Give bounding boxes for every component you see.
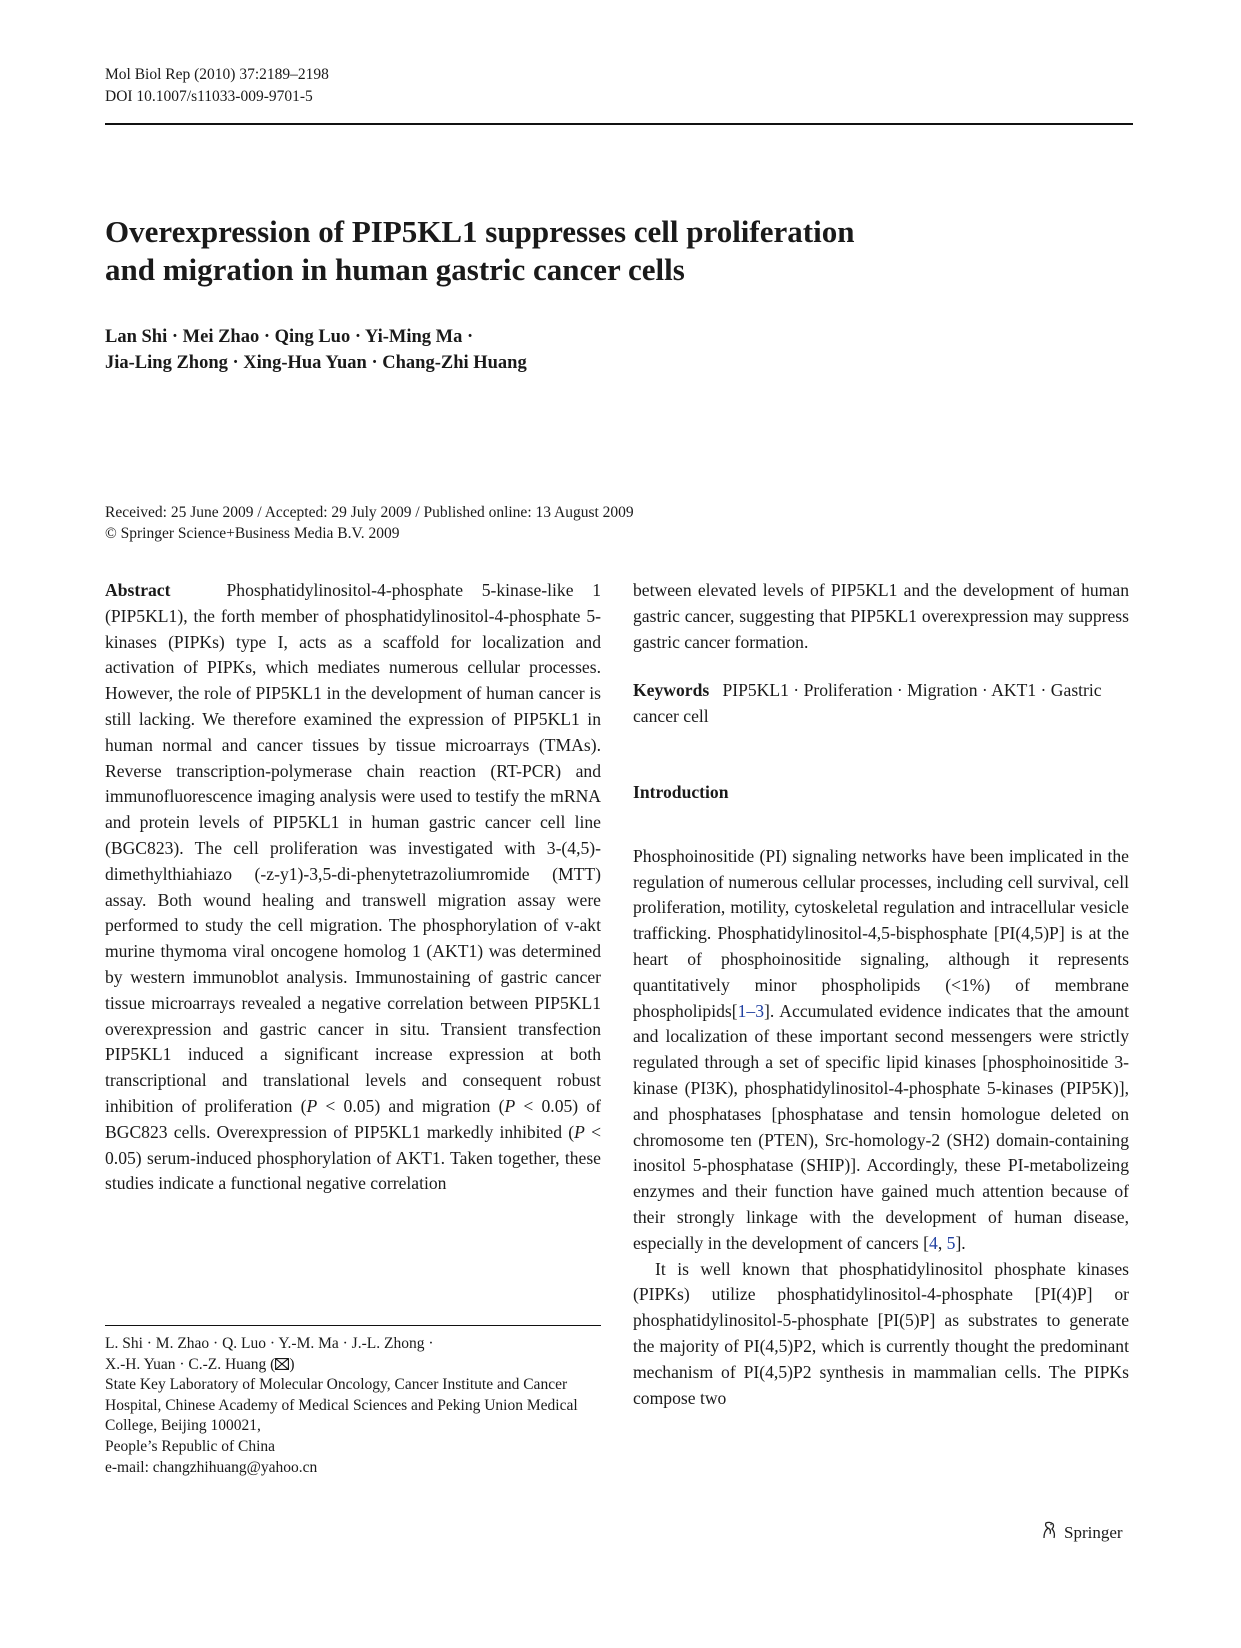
springer-horse-icon	[1040, 1520, 1058, 1545]
footnote-country: People’s Republic of China	[105, 1437, 276, 1455]
footnote-authors-2: X.-H. Yuan · C.-Z. Huang ( )	[105, 1355, 295, 1373]
right-column	[633, 578, 1129, 1411]
abstract-text-2: < 0.05) and migration (	[317, 1095, 505, 1116]
p-symbol: P	[504, 1095, 516, 1116]
introduction-paragraph-2: It is well known that phosphatidylinositol phosphate kinases (PIPKs) utilize phosphatidylinositol-4-phosphate [PI(4)P] or phosphatidylinositol-5-phosphate [PI(5)P] as substrates to generate the majority of PI(4,5)P2, which is currently thought the predominant mechanism of PI(4,5)P2 synthesis in mammalian cells. The PIPKs compose two	[633, 1258, 1129, 1408]
article-title	[105, 213, 1005, 289]
p-symbol: P	[574, 1121, 585, 1142]
authors-line-1: Lan Shi · Mei Zhao · Qing Luo · Yi-Ming Ma ·	[105, 327, 474, 347]
keywords-text: PIP5KL1 · Proliferation · Migration · AKT1 · Gastric cancer cell	[633, 680, 1102, 727]
author-footnote	[105, 1334, 601, 1478]
footnote-affiliation: State Key Laboratory of Molecular Oncology, Cancer Institute and Cancer Hospital, Chinese Academy of Medical Sciences and Peking Union Medical College, Beijing 100021,	[105, 1376, 578, 1435]
abstract-text-1: Phosphatidylinositol-4-phosphate 5-kinase-like 1 (PIP5KL1), the forth member of phosphatidylinositol-4-phosphate 5-kinases (PIPKs) type I, acts as a scaffold for localization and activation of PIPKs, which mediates numerous cellular processes. However, the role of PIP5KL1 in the development of human cancer is still lacking. We therefore examined the expression of PIP5KL1 in human normal and cancer tissues by tissue microarrays (TMAs). Reverse transcription-polymerase chain reaction (RT-PCR) and immunofluorescence imaging analysis were used to testify the mRNA and protein levels of PIP5KL1 in human gastric cancer cell line (BGC823). The cell proliferation was investigated with 3-(4,5)-dimethylthiahiazo (-z-y1)-3,5-di-phenytetrazoliumromide (MTT) assay. Both wound healing and transwell migration assay were performed to study the cell migration. The phosphorylation of v-akt murine thymoma viral oncogene homolog 1 (AKT1) was determined by western immunoblot analysis. Immunostaining of gastric cancer tissue microarrays revealed a negative correlation between PIP5KL1 overexpression and gastric cancer in situ. Transient transfection PIP5KL1 induced a significant increase expression at both transcriptional and translational levels and consequent robust inhibition of proliferation (	[105, 580, 602, 1116]
envelope-icon[interactable]	[275, 1356, 289, 1373]
left-column	[105, 578, 601, 1197]
keywords-paragraph	[633, 678, 1129, 730]
abstract-text-3: < 0.05) of BGC823 cells. Overexpression of PIP5KL1 markedly inhibited (	[105, 1095, 601, 1142]
introduction-paragraph-1: Phosphoinositide (PI) signaling networks have been implicated in the regulation of numerous cellular processes, including cell survival, cell proliferation, motility, cytoskeletal regulation and intracellular vesicle trafficking. Phosphatidylinositol-4,5-bisphosphate [PI(4,5)P] is at the heart of phosphoinositide signaling, although it represents quantitatively minor phospholipids (<1%) of membrane phospholipids[1–3]. Accumulated evidence indicates that the amount and localization of these important second messengers were strictly regulated through a set of specific lipid kinases [phosphoinositide 3-kinase (PI3K), phosphatidylinositol-4-phosphate 5-kinases (PIP5K)], and phosphatases [phosphatase and tensin homologue deleted on chromosome ten (PTEN), Src-homology-2 (SH2) domain-containing inositol 5-phosphatase (SHIP)]. Accordingly, these PI-metabolizeing enzymes and their function have gained much attention because of their strongly linkage with the development of human disease, especially in the development of cancers [4, 5].	[633, 845, 1129, 1253]
footnote-email[interactable]: e-mail: changzhihuang@yahoo.cn	[105, 1458, 318, 1476]
citation-link[interactable]: 4	[929, 1232, 938, 1253]
title-line-2: and migration in human gastric cancer cells	[105, 252, 685, 287]
footnote-authors-1: L. Shi · M. Zhao · Q. Luo · Y.-M. Ma · J.-L. Zhong ·	[105, 1335, 434, 1352]
keywords-label: Keywords	[633, 680, 710, 701]
journal-line: Mol Biol Rep (2010) 37:2189–2198	[105, 66, 329, 83]
copyright-line: © Springer Science+Business Media B.V. 2009	[105, 525, 400, 542]
title-line-1: Overexpression of PIP5KL1 suppresses cell proliferation	[105, 214, 855, 249]
abstract-text-4: < 0.05) serum-induced phosphorylation of AKT1. Taken together, these studies indicate a functional negative correlation	[105, 1121, 601, 1194]
authors-line-2: Jia-Ling Zhong · Xing-Hua Yuan · Chang-Zhi Huang	[105, 353, 527, 373]
publisher-name: Springer	[1064, 1522, 1123, 1542]
publisher-logo	[1040, 1520, 1123, 1545]
introduction-heading: Introduction	[633, 781, 729, 802]
history-line: Received: 25 June 2009 / Accepted: 29 July 2009 / Published online: 13 August 2009	[105, 504, 634, 521]
journal-citation	[105, 64, 329, 108]
publication-history	[105, 502, 1005, 544]
citation-link[interactable]: 5	[946, 1232, 956, 1253]
abstract-label: Abstract	[105, 580, 171, 600]
citation-link[interactable]: 1–3	[737, 1000, 764, 1021]
header-rule	[105, 123, 1133, 125]
doi-line[interactable]: DOI 10.1007/s11033-009-9701-5	[105, 88, 313, 105]
footnote-rule	[105, 1325, 601, 1326]
abstract-continuation: between elevated levels of PIP5KL1 and the development of human gastric cancer, suggesting that PIP5KL1 overexpression may suppress gastric cancer formation.	[633, 580, 1129, 652]
abstract-paragraph	[105, 578, 601, 1197]
p-symbol: P	[306, 1095, 318, 1116]
author-list	[105, 324, 805, 376]
